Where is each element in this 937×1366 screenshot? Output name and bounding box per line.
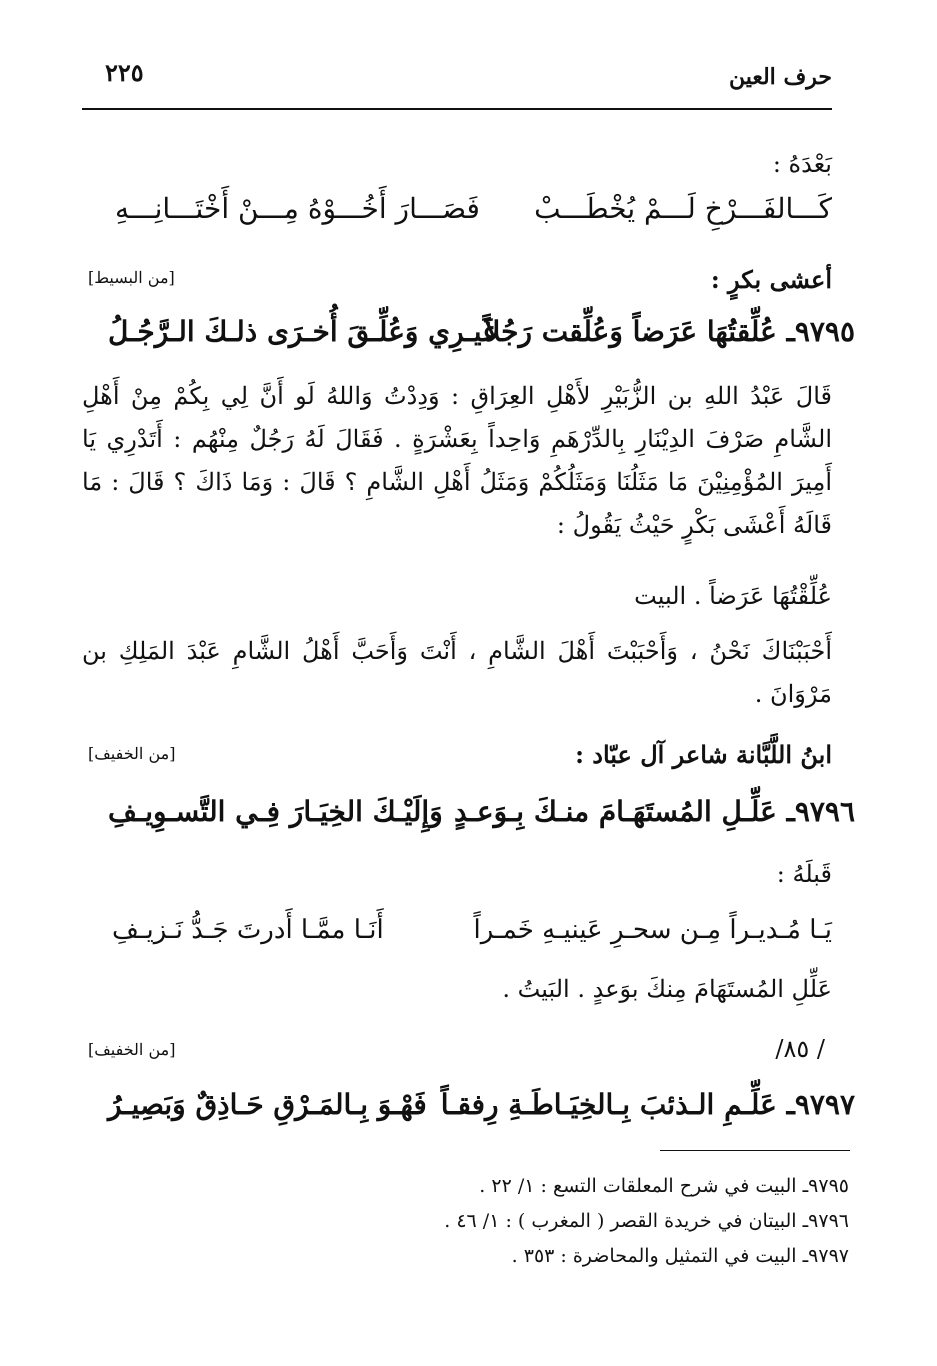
- prose-paragraph-2: أَحْبَبْنَاكَ نَحْنُ ، وَأَحْبَبْتَ أَهْلَ الشَّامِ ، أَنْتَ وَأَحَبَّ أَهْلُ الشَّامِ عَبْدَ المَلِكِ بن مَرْوَانَ .: [82, 637, 832, 708]
- meter-label-3: [من الخفيف]: [88, 1040, 176, 1059]
- verse-9797-second-hemistich: فَهْـوَ بِـالمَـرْقِ حَـاذِقٌ وَبَصِيـرُ: [108, 1088, 427, 1121]
- prose-paragraph: قَالَ عَبْدُ اللهِ بن الزُّبَيْرِ لأَهْلِ العِرَاقِ : وَدِدْتُ وَاللهُ لَو أَنَّ لِي بِكُمْ مِنْ أَهْلِ الشَّامِ صَرْفَ الدِيْنَارِ بِالدِّرْهَمِ وَاحِداً بِعَشْرَةٍ . فَقَالَ لَهُ رَجُلٌ مِنْهُم : أَتَدْرِي يَا أَمِيرَ المُؤْمِنِيْنَ مَا مَثَلُنَا وَمَثَلُكُمْ وَمَثَلُ أَهْلِ الشَّامِ ؟ قَالَ : وَمَا ذَاكَ ؟ قَالَ : مَا قَالَهُ أَعْشَى بَكْرٍ حَيْثُ يَقُولُ :: [82, 382, 832, 539]
- verse-b-second-hemistich: أَنَـا ممَّـا أَدرتَ جَـدُّ نَـزيـفِ: [112, 915, 384, 945]
- footnote: ٩٧٩٦ـ البيتان في خريدة القصر ( المغرب ) : ١/ ٤٦ .: [444, 1210, 849, 1232]
- quoted-verse-reference: عُلِّقْتُهَا عَرَضاً . البيت: [634, 582, 832, 610]
- poet-name-2: ابنُ اللَّبَّانة شاعر آل عبّاد :: [575, 740, 832, 769]
- verse-9795-second-hemistich: غَيـرِي وَعُلِّـقَ أُخـرَى ذلـكَ الـرَّجُـلُ: [108, 315, 497, 348]
- verse-a-first-hemistich: كَـــالفَـــرْخِ لَـــمْ يُخْطَـــبْ: [534, 192, 832, 225]
- quoted-verse-reference-2: عَلِّلِ المُستَهَامَ مِنكَ بوَعدٍ . البَيتُ .: [502, 975, 832, 1003]
- footnote: ٩٧٩٥ـ البيت في شرح المعلقات التسع : ١/ ٢٢ .: [479, 1175, 849, 1197]
- after-label: بَعْدَهُ :: [772, 150, 832, 178]
- header-rule: [82, 108, 832, 110]
- manuscript-folio-ref: / ٨٥/: [775, 1035, 825, 1063]
- verse-9796-first-hemistich: ٩٧٩٦ـ عَلِّـلِ المُستَهَـامَ منـكَ بِـوَعـدٍ: [454, 795, 855, 828]
- page-number: ٢٢٥: [105, 58, 144, 87]
- verse-9797-first-hemistich: ٩٧٩٧ـ عَلِّـمِ الـذئبَ بِـالخِيَـاطَـةِ رِفقـاً: [440, 1088, 855, 1121]
- meter-label: [من البسيط]: [88, 268, 175, 287]
- verse-9796-second-hemistich: وَإِلَيْـكَ الخِيَـارَ فِـي التَّسـوِيـفِ: [108, 795, 443, 828]
- footnote: ٩٧٩٧ـ البيت في التمثيل والمحاضرة : ٣٥٣ .: [511, 1245, 849, 1267]
- verse-9795-first-hemistich: ٩٧٩٥ـ عُلِّقتُهَا عَرَضاً وَعُلِّقت رَجُلاً: [484, 315, 855, 348]
- verse-a-second-hemistich: فَصَـــارَ أَخُـــوْهُ مِـــنْ أَخْتَـــانِـــهِ: [115, 192, 480, 225]
- meter-label-2: [من الخفيف]: [88, 744, 176, 763]
- poet-name: أعشى بكرٍ :: [710, 265, 832, 294]
- chapter-title: حرف العين: [728, 64, 832, 90]
- footnote-rule: [660, 1150, 850, 1151]
- before-label: قَبلَهُ :: [776, 860, 832, 888]
- verse-b-first-hemistich: يَـا مُـديـراً مِـن سحـرِ عَينيـهِ خَمـراً: [473, 915, 832, 945]
